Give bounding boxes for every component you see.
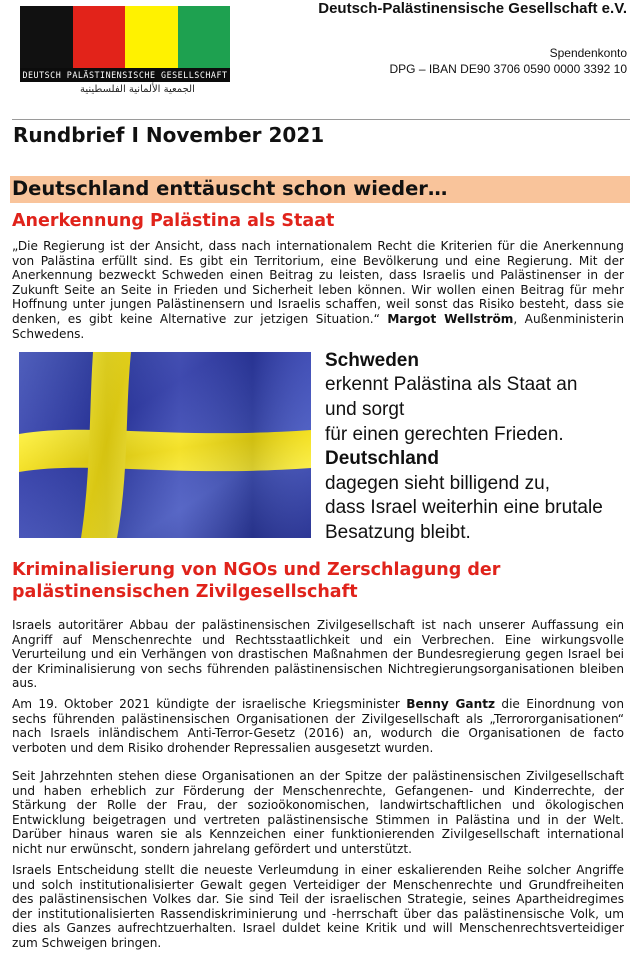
quote-text: „Die Regierung ist der Ansicht, dass nach internationalem Recht die Kriterien für die Anerkennung von Palästina erfüllt sind. Es gibt ein Territorium, eine Bevölkerung und eine Regierung. Mit der Anerkennung bezweckt Schweden einen Beitrag zu leisten, dass Israelis und Palästinenser in der Zukunft Seite an Seite in Frieden und Sicherheit leben können. Wir wollen einen Beitrag für mehr Hoffnung unter jungen Palästinensern und Israelis schaffen, weil sonst das Risiko besteht, dass sie denken, es gibt keine Alternative zur jetzigen Situation.“ [12, 239, 624, 326]
quote-author-role: , Außenministerin Schwedens. [12, 311, 624, 341]
caption-line-8: Besatzung bleibt. [325, 522, 471, 543]
caption-line-2: erkennt Palästina als Staat an [325, 374, 578, 395]
caption-line-4: für einen gerechten Frieden. [325, 424, 564, 445]
quote-paragraph [12, 239, 624, 341]
section-heading-recognition: Anerkennung Palästina als Staat [12, 211, 335, 231]
paragraph-4: Israels Entscheidung stellt die neueste Verleumdung in einer eskalierenden Reihe solcher Angriffe und solch institutionalisierter Gewalt gegen Verteidiger der Menschenrechte und Grundfreiheiten des palästinensischen Volkes dar. Sie sind Teil der israelischen Strategie, seines Apartheidregimes der institutionalisierten Rassendiskriminierung und -herrschaft über das palästinensische Volk, um dies als Ganzes aufrechtzuerhalten. Israel duldet keine Kritik und will Menschenrechtsverteidiger zum Schweigen bringen. [12, 863, 624, 950]
paragraph-3: Seit Jahrzehnten stehen diese Organisationen an der Spitze der palästinensischen Zivilgesellschaft und haben erheblich zur Förderung der Menschenrechte, Gefangenen- und Kinderrechte, der Stärkung der Rolle der Frau, der sozioökonomischen, landwirtschaftlichen und ökologischen Entwicklung beigetragen und vertreten palästinensische Stimmen in Palästina und in der Welt. Darüber hinaus waren sie als Kennzeichen einer funktionierenden Zivilgesellschaft international nicht nur erwünscht, sondern jahrelang gefördert und unterstützt. [12, 769, 624, 856]
caption-line-3: und sorgt [325, 399, 405, 420]
quote-author: Margot Wellström [387, 311, 514, 326]
logo-stripe-black [20, 6, 73, 68]
organization-name: Deutsch-Palästinensische Gesellschaft e.V. [318, 0, 627, 17]
header-divider [12, 119, 630, 120]
section-heading-ngos: Kriminalisierung von NGOs und Zerschlagung der palästinensischen Zivilgesellschaft [12, 560, 501, 602]
flag-wave-shading [19, 352, 311, 538]
caption-germany: Deutschland [325, 448, 440, 469]
dpg-logo [20, 6, 230, 94]
logo-stripe-green [178, 6, 231, 68]
logo-stripe-red [73, 6, 126, 68]
logo-stripe-yellow [125, 6, 178, 68]
logo-arabic-text: الجمعية الألمانية الفلسطينية [80, 84, 195, 95]
logo-band-text: DEUTSCH PALÄSTINENSISCHE GESELLSCHAFT [20, 68, 230, 82]
iban-text: DPG – IBAN DE90 3706 0590 0000 3392 10 [389, 62, 627, 76]
paragraph-2-start: Am 19. Oktober 2021 kündigte der israelische Kriegsminister [12, 697, 407, 711]
caption-line-7: dass Israel weiterhin eine brutale [325, 497, 603, 518]
newsletter-title: Rundbrief I November 2021 [13, 123, 325, 147]
swedish-flag-image [19, 352, 311, 538]
paragraph-1: Israels autoritärer Abbau der palästinensischen Zivilgesellschaft ist nach unserer Auffassung ein Angriff auf Menschenrechte und Rechtsstaatlichkeit und ein Verbrechen. Eine wirkungsvolle Verurteilung und ein Verhängen von drastischen Maßnahmen der Bundesregierung gegen Israel bei der Kriminalisierung von sechs führenden palästinensischen Nichtregierungsorganisationen bleiben aus. [12, 618, 624, 691]
logo-flag-stripes [20, 6, 230, 68]
caption-sweden: Schweden [325, 350, 419, 371]
donation-account-label: Spendenkonto [549, 46, 627, 60]
paragraph-2-rest: die Einordnung von sechs führenden palästinensischen Organisationen der Zivilgesellschaft als „Terrororganisationen“ nach Israels inländischem Anti-Terror-Gesetz (2016) an, wodurch die Organisationen de facto verboten und dem Risiko drohender Repressalien ausgesetzt wurden. [12, 697, 624, 755]
paragraph-2 [12, 697, 624, 755]
caption-line-6: dagegen sieht billigend zu, [325, 473, 551, 494]
benny-gantz-name: Benny Gantz [406, 697, 496, 711]
headline-banner-text: Deutschland enttäuscht schon wieder… [12, 177, 448, 200]
